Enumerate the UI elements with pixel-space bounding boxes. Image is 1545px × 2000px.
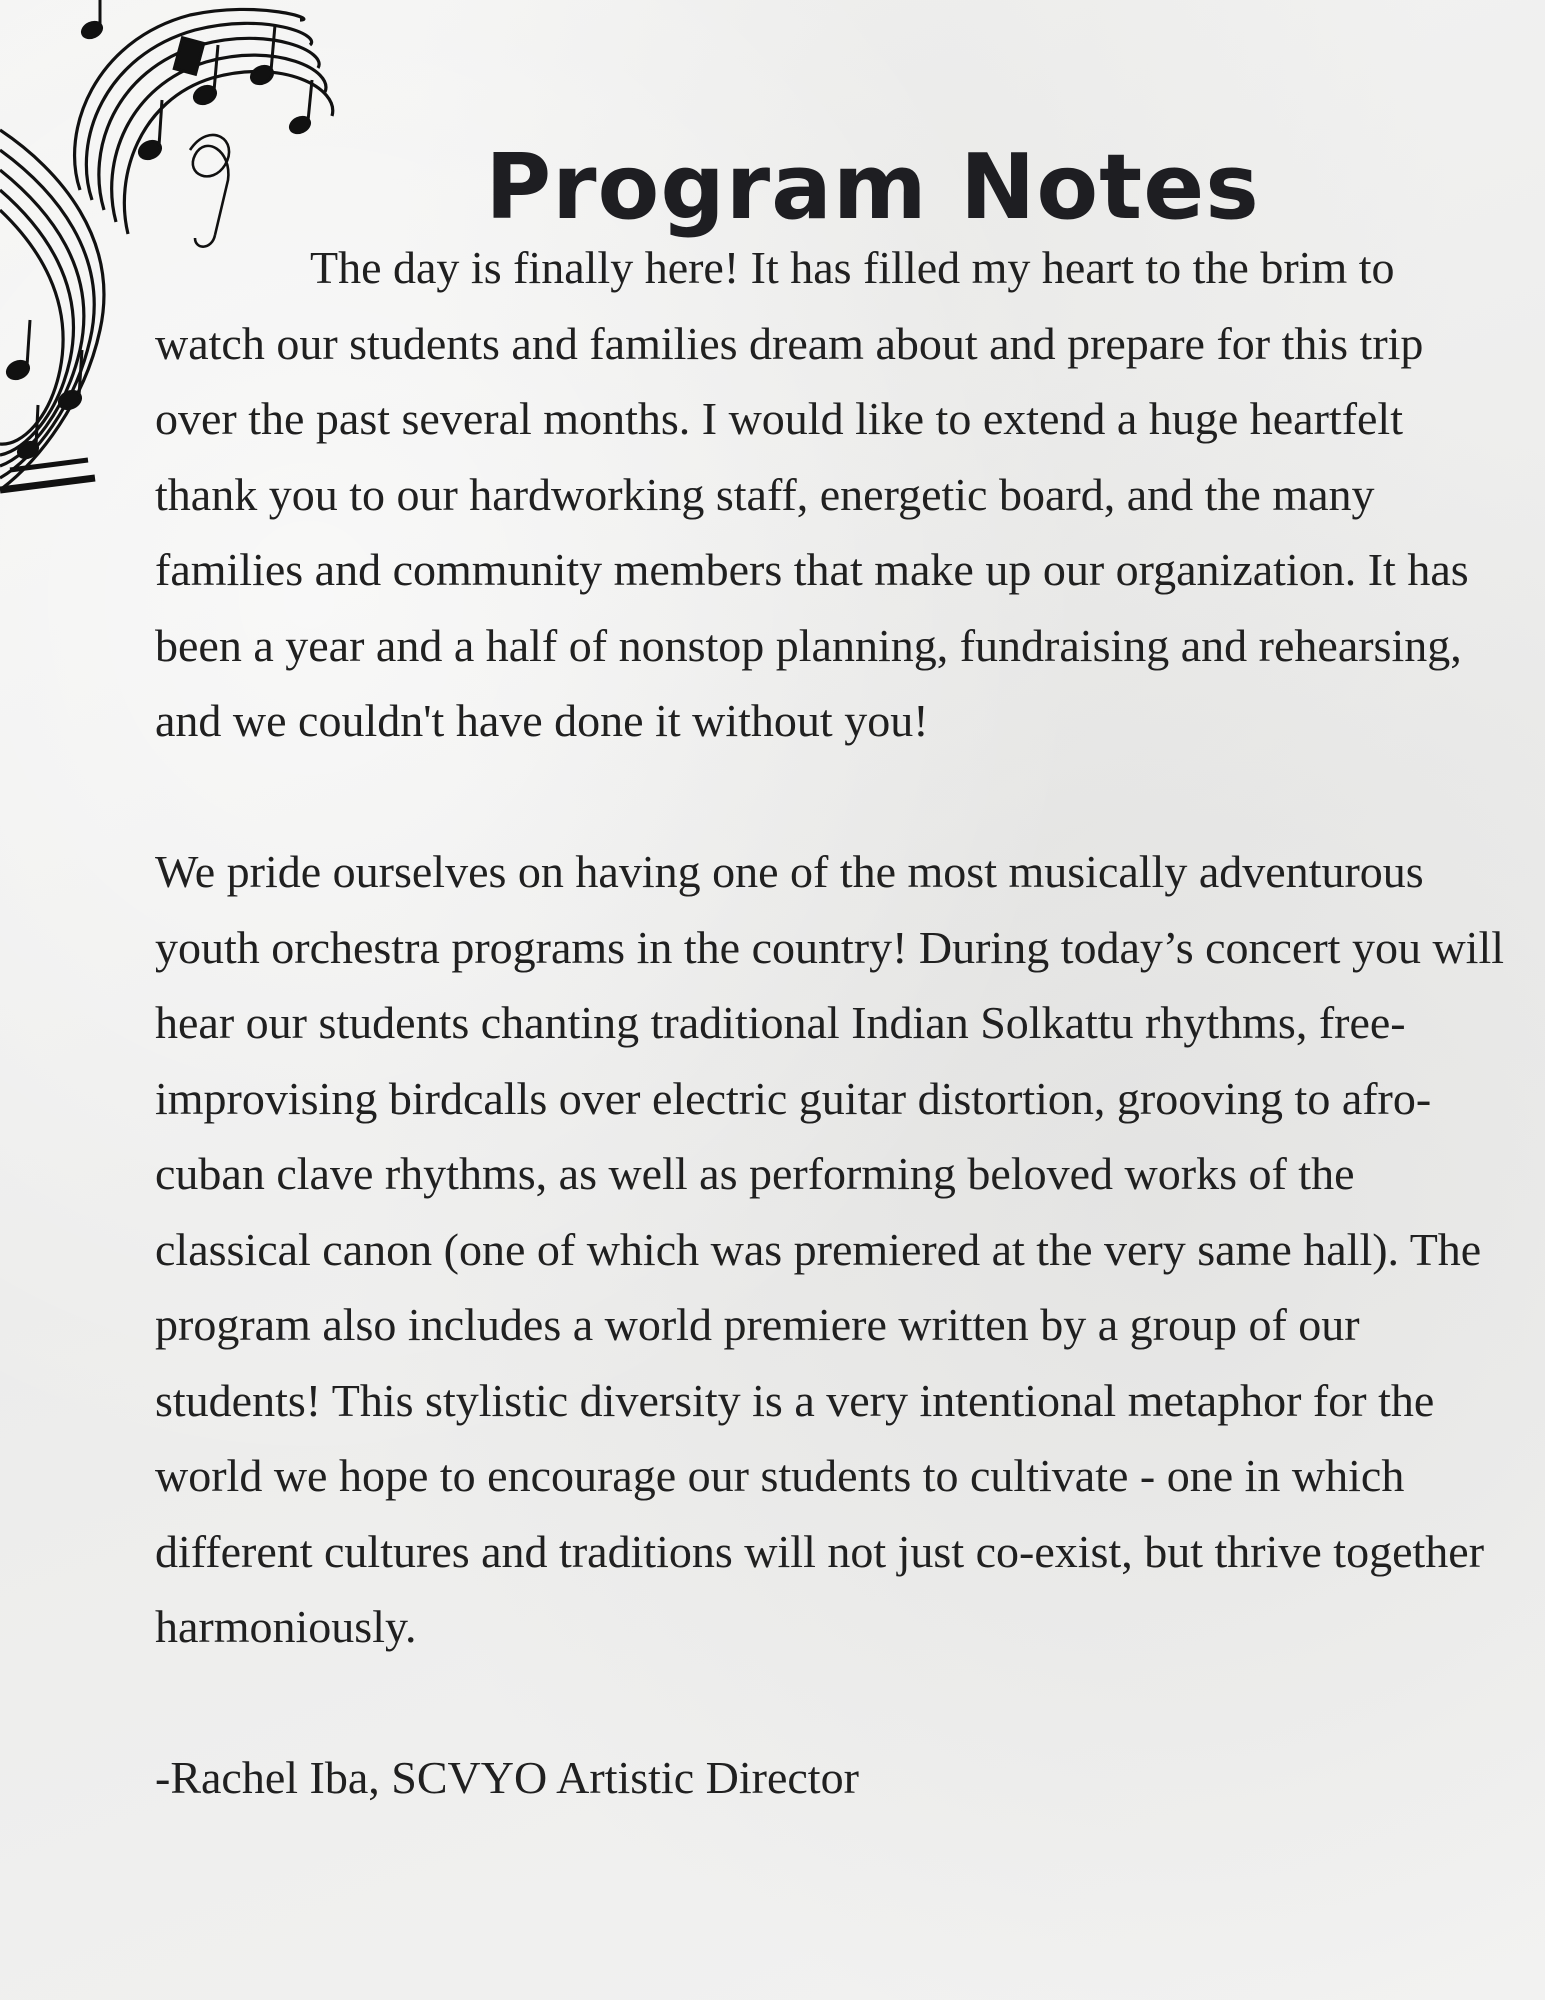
signature: -Rachel Iba, SCVYO Artistic Director [155, 1752, 859, 1803]
page-title: Program Notes [485, 135, 1260, 241]
paragraph-spacer [155, 759, 1515, 835]
paragraph-program: We pride ourselves on having one of the most musically adventurous youth orchestra programs in the country! During today’s concert you will hear our students chanting traditional Indian Solkattu rhythms, free-improvising birdcalls over electric guitar distortion, grooving to afro-cuban clave rhythms, as well as performing beloved works of the classical canon (one of which was premiered at the very same hall). The program also includes a world premiere written by a group of our students! This stylistic diversity is a very intentional metaphor for the world we hope to encourage our students to cultivate - one in which different cultures and traditions will not just co-exist, but thrive together harmoniously. [155, 846, 1505, 1652]
paragraph-spacer [155, 1665, 1515, 1741]
paragraph-intro: The day is finally here! It has filled my heart to the brim to watch our students and families dream about and prepare for this trip over the past several months. I would like to extend a huge heartfelt thank you to our hardworking staff, energetic board, and the many families and community members that make up our organization. It has been a year and a half of nonstop planning, fundraising and rehearsing, and we couldn't have done it without you! [155, 242, 1469, 746]
program-notes-body [155, 230, 1515, 1816]
